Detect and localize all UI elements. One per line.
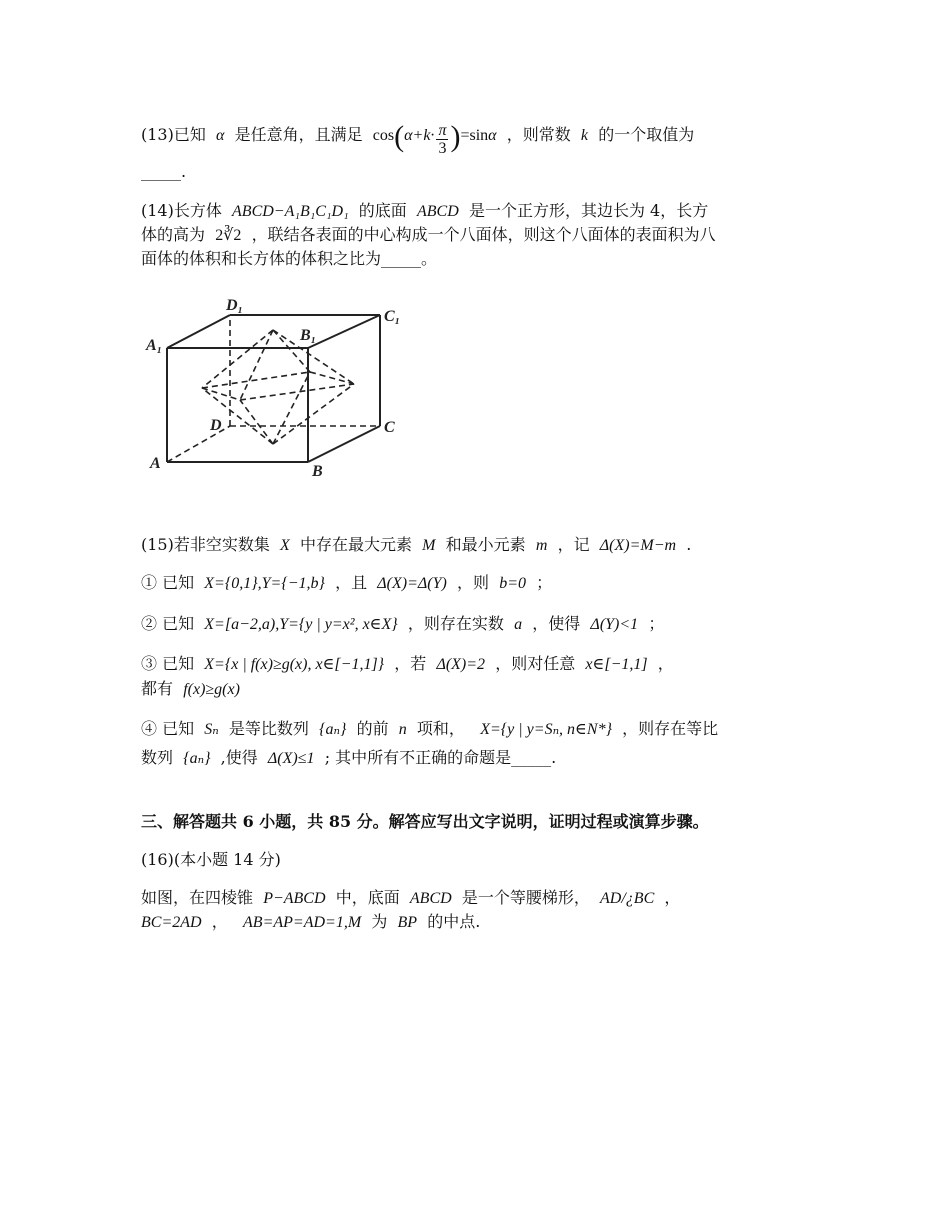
cuboid-octahedron-figure bbox=[140, 290, 420, 485]
label-d: D bbox=[210, 417, 222, 434]
edge-b1-c1 bbox=[308, 315, 380, 348]
q14-line-2: 体的高为 2∛2 ，联结各表面的中心构成一个八面体，则这个八面体的表面积为八 bbox=[141, 225, 716, 244]
label-a: A bbox=[150, 455, 161, 472]
edge-c-b bbox=[308, 426, 380, 462]
label-d1: D₁ bbox=[226, 297, 244, 314]
label-a1: A₁ bbox=[146, 337, 163, 354]
label-b1: B₁ bbox=[300, 327, 317, 344]
label-c1: C₁ bbox=[384, 308, 401, 325]
q16-line-1: 如图，在四棱锥 P−ABCD 中，底面 ABCD 是一个等腰梯形， AD/¿BC ， bbox=[141, 888, 681, 907]
q13-number: (13) bbox=[141, 125, 174, 144]
q15-statement-3-cont: 都有 f(x)≥g(x) bbox=[141, 679, 240, 698]
label-c: C bbox=[384, 419, 395, 436]
edge-a1-d1 bbox=[167, 315, 230, 348]
q15-statement-4: ④ 已知 Sₙ 是等比数列 {aₙ} 的前 n 项和， X={y | y=Sₙ, n∈N*} ，则存在等比 bbox=[141, 719, 719, 738]
q14-line-3: 面体的体积和长方体的体积之比为_____。 bbox=[141, 249, 438, 268]
q16-line-2: BC=2AD ， AB=AP=AD=1,M 为 BP 的中点. bbox=[141, 912, 481, 931]
q14-line-1: (14)长方体 ABCD−A₁B₁C₁D₁ 的底面 ABCD 是一个正方形，其边长为 4，长方 bbox=[141, 201, 709, 220]
q13-line: (13)已知 α 是任意角，且满足 cos(α+k· $\frac{\pi}{3}$ )=sinα ，则常数 k 的一个取值为 bbox=[141, 120, 695, 157]
q15-intro: (15)若非空实数集 X 中存在最大元素 M 和最小元素 m ，记 Δ(X)=M−m . bbox=[141, 535, 692, 554]
label-b: B bbox=[312, 463, 323, 480]
q13-blank: _____. bbox=[141, 162, 187, 181]
q15-statement-3: ③ 已知 X={x | f(x)≥g(x), x∈[−1,1]} ，若 Δ(X)=2 ，则对任意 x∈[−1,1] ， bbox=[141, 654, 674, 673]
q15-statement-4-cont: 数列 {aₙ} ,使得 Δ(X)≤1 ; 其中所有不正确的命题是_____. bbox=[141, 748, 557, 767]
q16-header: (16)(本小题 14 分) bbox=[141, 850, 281, 869]
q15-statement-2: ② 已知 X=[a−2,a),Y={y | y=x², x∈X} ，则存在实数 a ，使得 Δ(Y)<1 ； bbox=[141, 614, 665, 633]
q15-statement-1: ① 已知 X={0,1},Y={−1,b} ，且 Δ(X)=Δ(Y) ，则 b=0 ； bbox=[141, 573, 553, 592]
section-3-heading: 三、解答题共 6 小题，共 85 分。解答应写出文字说明，证明过程或演算步骤。 bbox=[141, 812, 709, 831]
pi-over-3-fraction: $\frac{\pi}{3}$ bbox=[438, 122, 447, 157]
